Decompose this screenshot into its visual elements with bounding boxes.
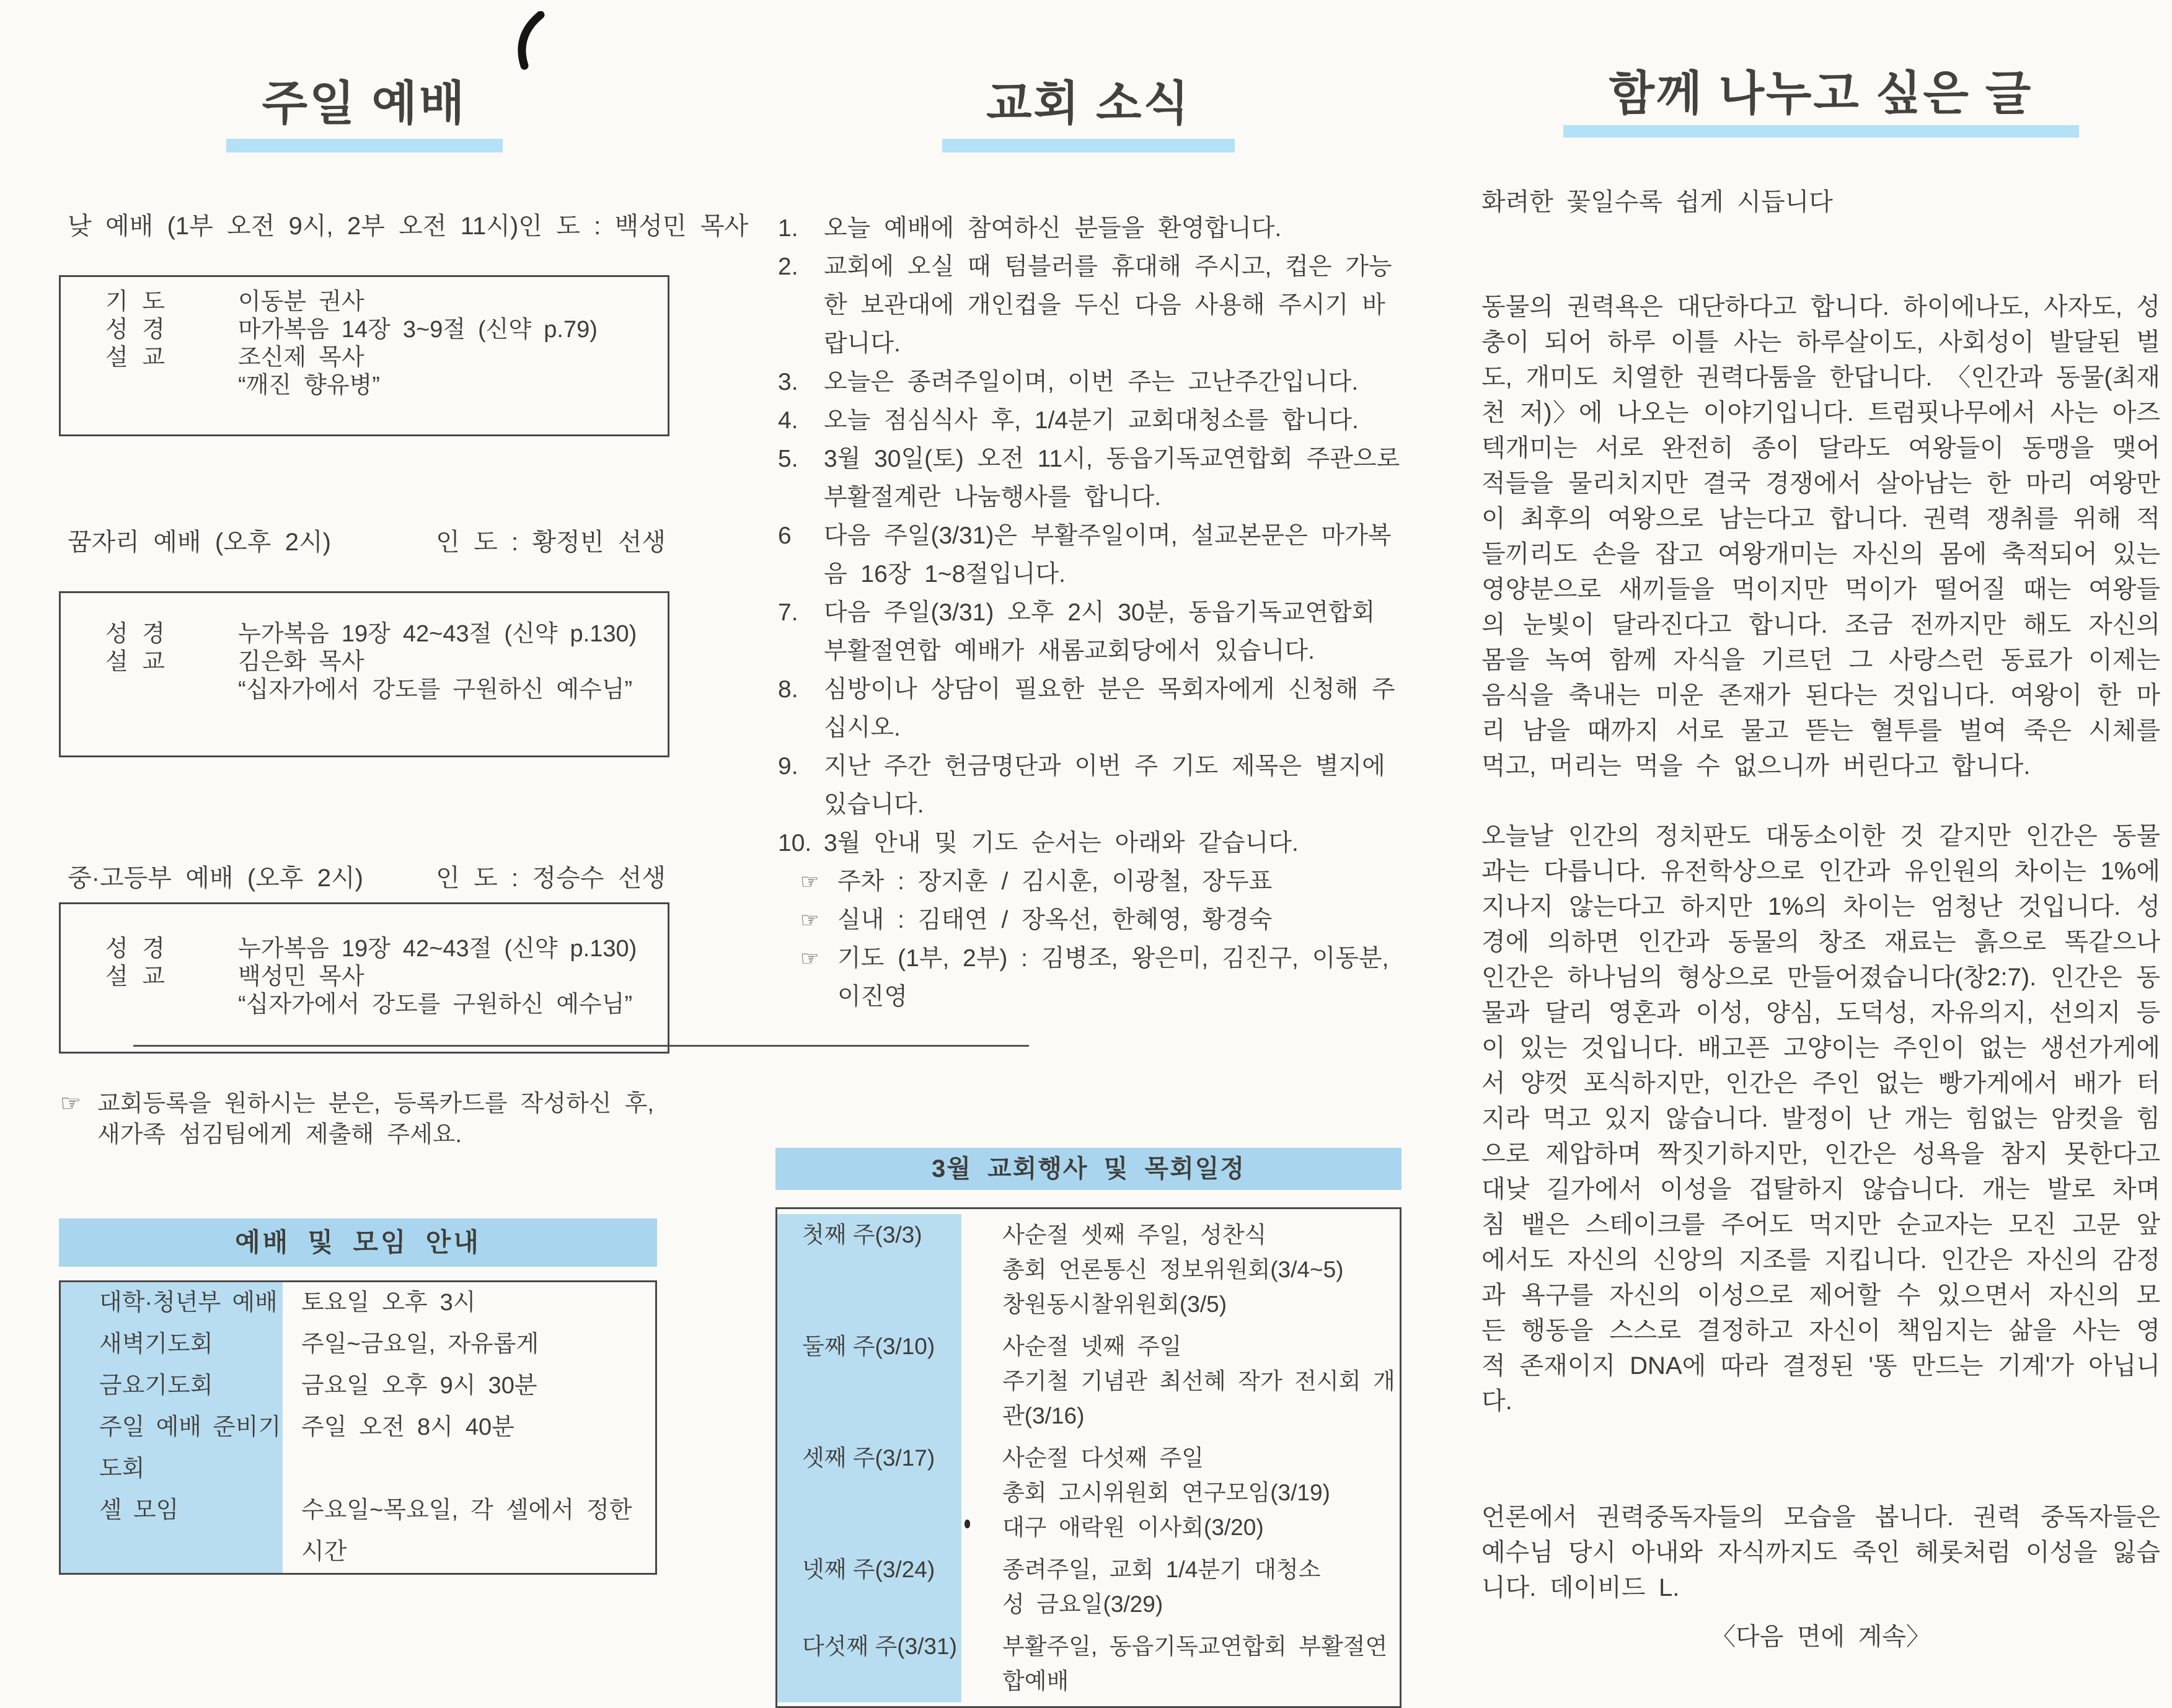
march-week-label: 셋째 주(3/17)	[777, 1437, 961, 1549]
news-item-text: 다음 주일(3/31) 오후 2시 30분, 동읍기독교연합회 부활절연합 예배가 새롬교회당에서 있습니다.	[824, 599, 1375, 664]
worship-row-value: 이동분 권사	[238, 288, 364, 315]
news-item	[778, 209, 1402, 248]
worship-row-value: 누가복음 19장 42~43절 (신약 p.130)	[238, 935, 637, 962]
news-item-number: 7.	[778, 599, 798, 626]
worship-row-label	[105, 991, 165, 1019]
news-item	[778, 248, 1402, 363]
worship-time: (1부 오전 9시, 2부 오전 11시)	[167, 212, 519, 240]
march-week-label: 넷째 주(3/24)	[777, 1549, 961, 1626]
march-event: 사순절 셋째 주일, 성찬식	[1002, 1222, 1267, 1248]
meeting-row-label: 대학·청년부 예배	[61, 1282, 283, 1324]
news-list	[775, 209, 1402, 1016]
worship-row	[61, 344, 668, 372]
worship-section-header	[59, 528, 669, 557]
worship-row-label: 설 교	[105, 648, 165, 675]
march-week-events	[961, 1629, 1400, 1699]
worship-name-text: 꿈자리 예배	[68, 528, 201, 556]
essay-paragraph-3: 오늘날 인간의 정치판도 대동소이한 것 같지만 인간은 동물과는 다릅니다. 유전학상으로 인간과 유인원의 차이는 1%에 지나지 않는다고 하지만 1%의 차이는 엄청난 것입니다. 성경에 의하면 인간과 동물의 창조 재료는 흙으로 똑같으나 인간은 하나님의 형상으로 만들어졌습니다(창2:7). 인간은 동물과 달리 영혼과 이성, 양심, 도덕성, 자유의지, 선의지 등이 있는 것입니다. 배고픈 고양이는 주인이 없는 생선가게에서 양껏 포식하지만, 인간은 주인 없는 빵가게에서 배가 터지라 먹고 있지 않습니다. 발정이 난 개는 힘없는 암컷을 힘으로 제압하며 짝짓기하지만, 인간은 성욕을 참지 못한다고 대낮 길가에서 이성을 겁탈하지 않습니다. 개는 발로 차며 침 뱉은 스테이크를 주어도 먹지만 순교자는 모진 고문 앞에서도 자신의 신앙의 지조를 지킵니다. 인간은 자신의 감정과 욕구를 자신의 이성으로 제어할 수 있으면서 자신의 모든 행동을 스스로 결정하고 자신이 책임지는 삶을 사는 영적 존재이지 DNA에 따라 결정된 '똥 만드는 기계'가 아닙니다.	[1481, 822, 2160, 1415]
worship-row-label: 성 경	[105, 316, 165, 343]
news-item	[778, 440, 1402, 517]
worship-row	[61, 372, 668, 400]
meeting-row-label: 주일 예배 준비기도회	[61, 1407, 283, 1490]
march-week-row	[777, 1549, 1400, 1626]
right-column	[1481, 0, 2160, 1655]
news-item	[778, 594, 1402, 671]
middle-title-underline	[942, 139, 1235, 152]
worship-section-header	[59, 212, 749, 240]
worship-name	[68, 212, 518, 240]
worship-name-text: 중·고등부 예배	[68, 864, 234, 892]
march-week-label: 다섯째 주(3/31)	[777, 1626, 961, 1702]
news-item	[778, 363, 1402, 402]
news-item	[778, 517, 1402, 594]
meeting-guide-title: 예배 및 모임 안내	[59, 1218, 657, 1267]
news-item-text: 오늘 점심식사 후, 1/4분기 교회대청소를 합니다.	[824, 407, 1359, 434]
march-event: 사순절 다섯째 주일	[1002, 1445, 1204, 1471]
news-item-number: 3.	[778, 368, 798, 395]
meeting-row-value: 금요일 오후 9시 30분	[301, 1372, 537, 1399]
news-item	[778, 402, 1402, 440]
news-item-number: 2.	[778, 253, 798, 280]
worship-time: (오후 2시)	[247, 864, 363, 892]
worship-row-label	[105, 676, 165, 704]
march-event: 총회 언론통신 정보위원회(3/4~5)	[1002, 1256, 1344, 1282]
meeting-row-label: 셀 모임	[61, 1490, 283, 1573]
news-item-text: 오늘은 종려주일이며, 이번 주는 고난주간입니다.	[824, 368, 1359, 395]
news-item-number: 9.	[778, 752, 798, 780]
middle-column	[775, 0, 1402, 1708]
meeting-table-row	[61, 1365, 655, 1407]
meeting-table-row	[61, 1407, 655, 1490]
news-item-text: 3월 안내 및 기도 순서는 아래와 같습니다.	[824, 829, 1299, 856]
march-week-events	[961, 1218, 1343, 1322]
duty-item-text: 기도 (1부, 2부) : 김병조, 왕은미, 김진구, 이동분, 이진영	[837, 944, 1389, 1010]
worship-row	[61, 676, 668, 704]
news-item-number: 4.	[778, 407, 798, 434]
duty-item	[800, 863, 1402, 901]
pointing-hand-icon: ☞	[800, 946, 819, 971]
worship-detail-box	[59, 902, 669, 1054]
meeting-row-value: 수요일~목요일, 각 셀에서 정한 시간	[301, 1497, 632, 1565]
march-week-label: 둘째 주(3/10)	[777, 1326, 961, 1437]
worship-row	[61, 288, 668, 316]
left-title-underline	[226, 139, 503, 152]
worship-name	[68, 864, 363, 892]
news-item-number: 1.	[778, 214, 798, 242]
duty-items	[778, 863, 1402, 1016]
worship-section	[59, 864, 669, 1054]
pointing-hand-icon: ☞	[60, 1090, 82, 1117]
news-item-number: 8.	[778, 676, 798, 703]
worship-row	[61, 935, 668, 963]
worship-section-header	[59, 864, 669, 892]
worship-detail-box	[59, 275, 669, 436]
middle-title: 교회 소식	[986, 77, 1191, 130]
right-title-underline	[1563, 125, 2079, 138]
march-week-row	[777, 1326, 1400, 1437]
pointing-hand-icon: ☞	[800, 908, 819, 932]
news-item-text: 다음 주일(3/31)은 부활주일이며, 설교본문은 마가복음 16장 1~8절입니다.	[824, 522, 1392, 588]
meeting-table-row	[61, 1324, 655, 1365]
worship-name	[68, 528, 331, 557]
right-title: 함께 나누고 싶은 글	[1609, 68, 2033, 120]
news-item-text: 3월 30일(토) 오전 11시, 동읍기독교연합회 주관으로 부활절계란 나눔행사를 합니다.	[824, 445, 1400, 511]
duty-item	[800, 940, 1402, 1016]
worship-time: (오후 2시)	[214, 528, 331, 556]
meeting-table-row	[61, 1282, 655, 1324]
news-items	[778, 209, 1402, 863]
worship-row-value: “십자가에서 강도를 구원하신 예수님”	[238, 676, 633, 703]
march-event: 부활주일, 동읍기독교연합회 부활절연합예배	[1002, 1633, 1388, 1694]
worship-row-value: 조신제 목사	[238, 344, 364, 371]
march-event: 사순절 넷째 주일	[1002, 1333, 1182, 1359]
worship-section	[59, 212, 749, 436]
worship-row-label: 성 경	[105, 620, 165, 647]
essay-paragraph-4: 언론에서 권력중독자들의 모습을 봅니다. 권력 중독자들은 예수님 당시 아내와 자식까지도 죽인 헤롯처럼 이성을 잃습니다. 데이비드 L.	[1481, 1503, 2160, 1601]
worship-row-value: 백성민 목사	[238, 963, 364, 990]
worship-row-label: 설 교	[105, 344, 165, 371]
worship-row	[61, 991, 668, 1019]
essay-paragraph-1: 화려한 꽃일수록 쉽게 시듭니다	[1481, 188, 1833, 216]
worship-row	[61, 316, 668, 344]
march-schedule-table	[775, 1207, 1402, 1708]
news-item	[778, 671, 1402, 747]
worship-detail-box	[59, 591, 669, 757]
march-event: 주기철 기념관 최선혜 작가 전시회 개관(3/16)	[1002, 1368, 1395, 1428]
meeting-table-row	[61, 1490, 655, 1573]
worship-row-value: “깨진 향유병”	[238, 372, 380, 398]
march-event: 성 금요일(3/29)	[1002, 1591, 1163, 1617]
march-event: 총회 고시위원회 연구모임(3/19)	[1002, 1479, 1330, 1505]
march-week-label: 첫째 주(3/3)	[777, 1214, 961, 1326]
duty-item	[800, 901, 1402, 940]
left-column	[59, 0, 749, 1575]
worship-row-value: 김은화 목사	[238, 648, 364, 675]
left-title: 주일 예배	[262, 77, 467, 130]
worship-row-value: 마가복음 14장 3~9절 (신약 p.79)	[238, 316, 598, 343]
worship-leader: 인 도 : 정승수 선생	[436, 864, 666, 892]
march-week-row	[777, 1626, 1400, 1702]
meeting-row-value: 주일 오전 8시 40분	[301, 1414, 514, 1440]
news-item-number: 5.	[778, 445, 798, 472]
meeting-row-value: 주일~금요일, 자유롭게	[301, 1331, 539, 1357]
news-item-text: 교회에 오실 때 텀블러를 휴대해 주시고, 컵은 가능한 보관대에 개인컵을 두신 다음 사용해 주시기 바랍니다.	[824, 253, 1392, 357]
meeting-row-label: 금요기도회	[61, 1365, 283, 1407]
march-week-events	[961, 1441, 1330, 1545]
march-event: 종려주일, 교회 1/4분기 대청소	[1002, 1556, 1321, 1582]
march-week-events	[961, 1552, 1320, 1622]
worship-row-label: 기 도	[105, 288, 165, 315]
news-item-number: 10.	[778, 829, 812, 856]
meeting-guide-table	[59, 1280, 657, 1575]
duty-item-text: 주차 : 장지훈 / 김시훈, 이광철, 장두표	[837, 868, 1273, 895]
march-week-row	[777, 1214, 1400, 1326]
worship-row-value: 누가복음 19장 42~43절 (신약 p.130)	[238, 620, 637, 647]
march-schedule-title: 3월 교회행사 및 목회일정	[775, 1148, 1402, 1190]
registration-note-text: 교회등록을 원하시는 분은, 등록카드를 작성하신 후, 새가족 섬김팀에게 제출해 주세요.	[97, 1090, 654, 1148]
march-event: 대구 애락원 이사회(3/20)	[1002, 1514, 1264, 1540]
meeting-row-label: 새벽기도회	[61, 1324, 283, 1365]
worship-name-text: 낮 예배	[68, 212, 154, 240]
worship-row	[61, 620, 668, 648]
meeting-row-value: 토요일 오후 3시	[301, 1289, 476, 1316]
worship-row-value: “십자가에서 강도를 구원하신 예수님”	[238, 991, 633, 1018]
worship-row	[61, 963, 668, 991]
news-item-text: 지난 주간 헌금명단과 이번 주 기도 제목은 별지에 있습니다.	[824, 752, 1385, 818]
news-item-text: 심방이나 상담이 필요한 분은 목회자에게 신청해 주십시오.	[824, 676, 1395, 741]
news-item-number: 6	[778, 522, 792, 549]
worship-row	[61, 648, 668, 676]
march-event: 창원동시찰위원회(3/5)	[1002, 1291, 1227, 1317]
news-item	[778, 747, 1402, 824]
registration-note	[59, 1088, 669, 1150]
news-item-text: 오늘 예배에 참여하신 분들을 환영합니다.	[824, 214, 1282, 242]
march-week-row	[777, 1437, 1400, 1549]
worship-row-label: 설 교	[105, 963, 165, 990]
worship-row-label	[105, 372, 165, 400]
worship-row-label: 성 경	[105, 935, 165, 962]
pointing-hand-icon: ☞	[800, 869, 819, 894]
worship-leader: 인 도 : 황정빈 선생	[436, 528, 666, 556]
march-week-events	[961, 1329, 1400, 1433]
news-item	[778, 824, 1402, 863]
worship-section	[59, 528, 669, 757]
worship-sections	[59, 212, 749, 1054]
continued-note: 〈다음 면에 계속〉	[1711, 1622, 1931, 1650]
worship-leader: 인 도 : 백성민 목사	[518, 212, 749, 240]
duty-item-text: 실내 : 김태연 / 장옥선, 한혜영, 황경숙	[837, 906, 1273, 933]
essay-paragraph-2: 동물의 권력욕은 대단하다고 합니다. 하이에나도, 사자도, 성충이 되어 하루 이틀 사는 하루살이도, 사회성이 발달된 벌도, 개미도 치열한 권력다툼을 한답니다. 〈인간과 동물(최재천 저)〉에 나오는 이야기입니다. 트럼핏나무에서 사는 아즈텍개미는 서로 완전히 종이 달라도 여왕들이 동맹을 맺어 적들을 물리치지만 결국 경쟁에서 살아남는 한 마리 여왕만이 최후의 여왕으로 남는다고 합니다. 권력 쟁취를 위해 적들끼리도 손을 잡고 여왕개미는 자신의 몸에 축적되어 있는 영양분으로 새끼들을 먹이지만 먹이가 떨어질 때는 여왕들의 눈빛이 달라진다고 합니다. 조금 전까지만 해도 자신의 몸을 녹여 함께 자식을 기르던 그 사랑스런 동료가 이제는 음식을 축내는 미운 존재가 된다는 것입니다. 여왕이 한 마리 남을 때까지 서로 물고 뜯는 혈투를 벌여 죽은 시체를 먹고, 머리는 먹을 수 없으니까 버린다고 합니다.	[1481, 293, 2160, 780]
